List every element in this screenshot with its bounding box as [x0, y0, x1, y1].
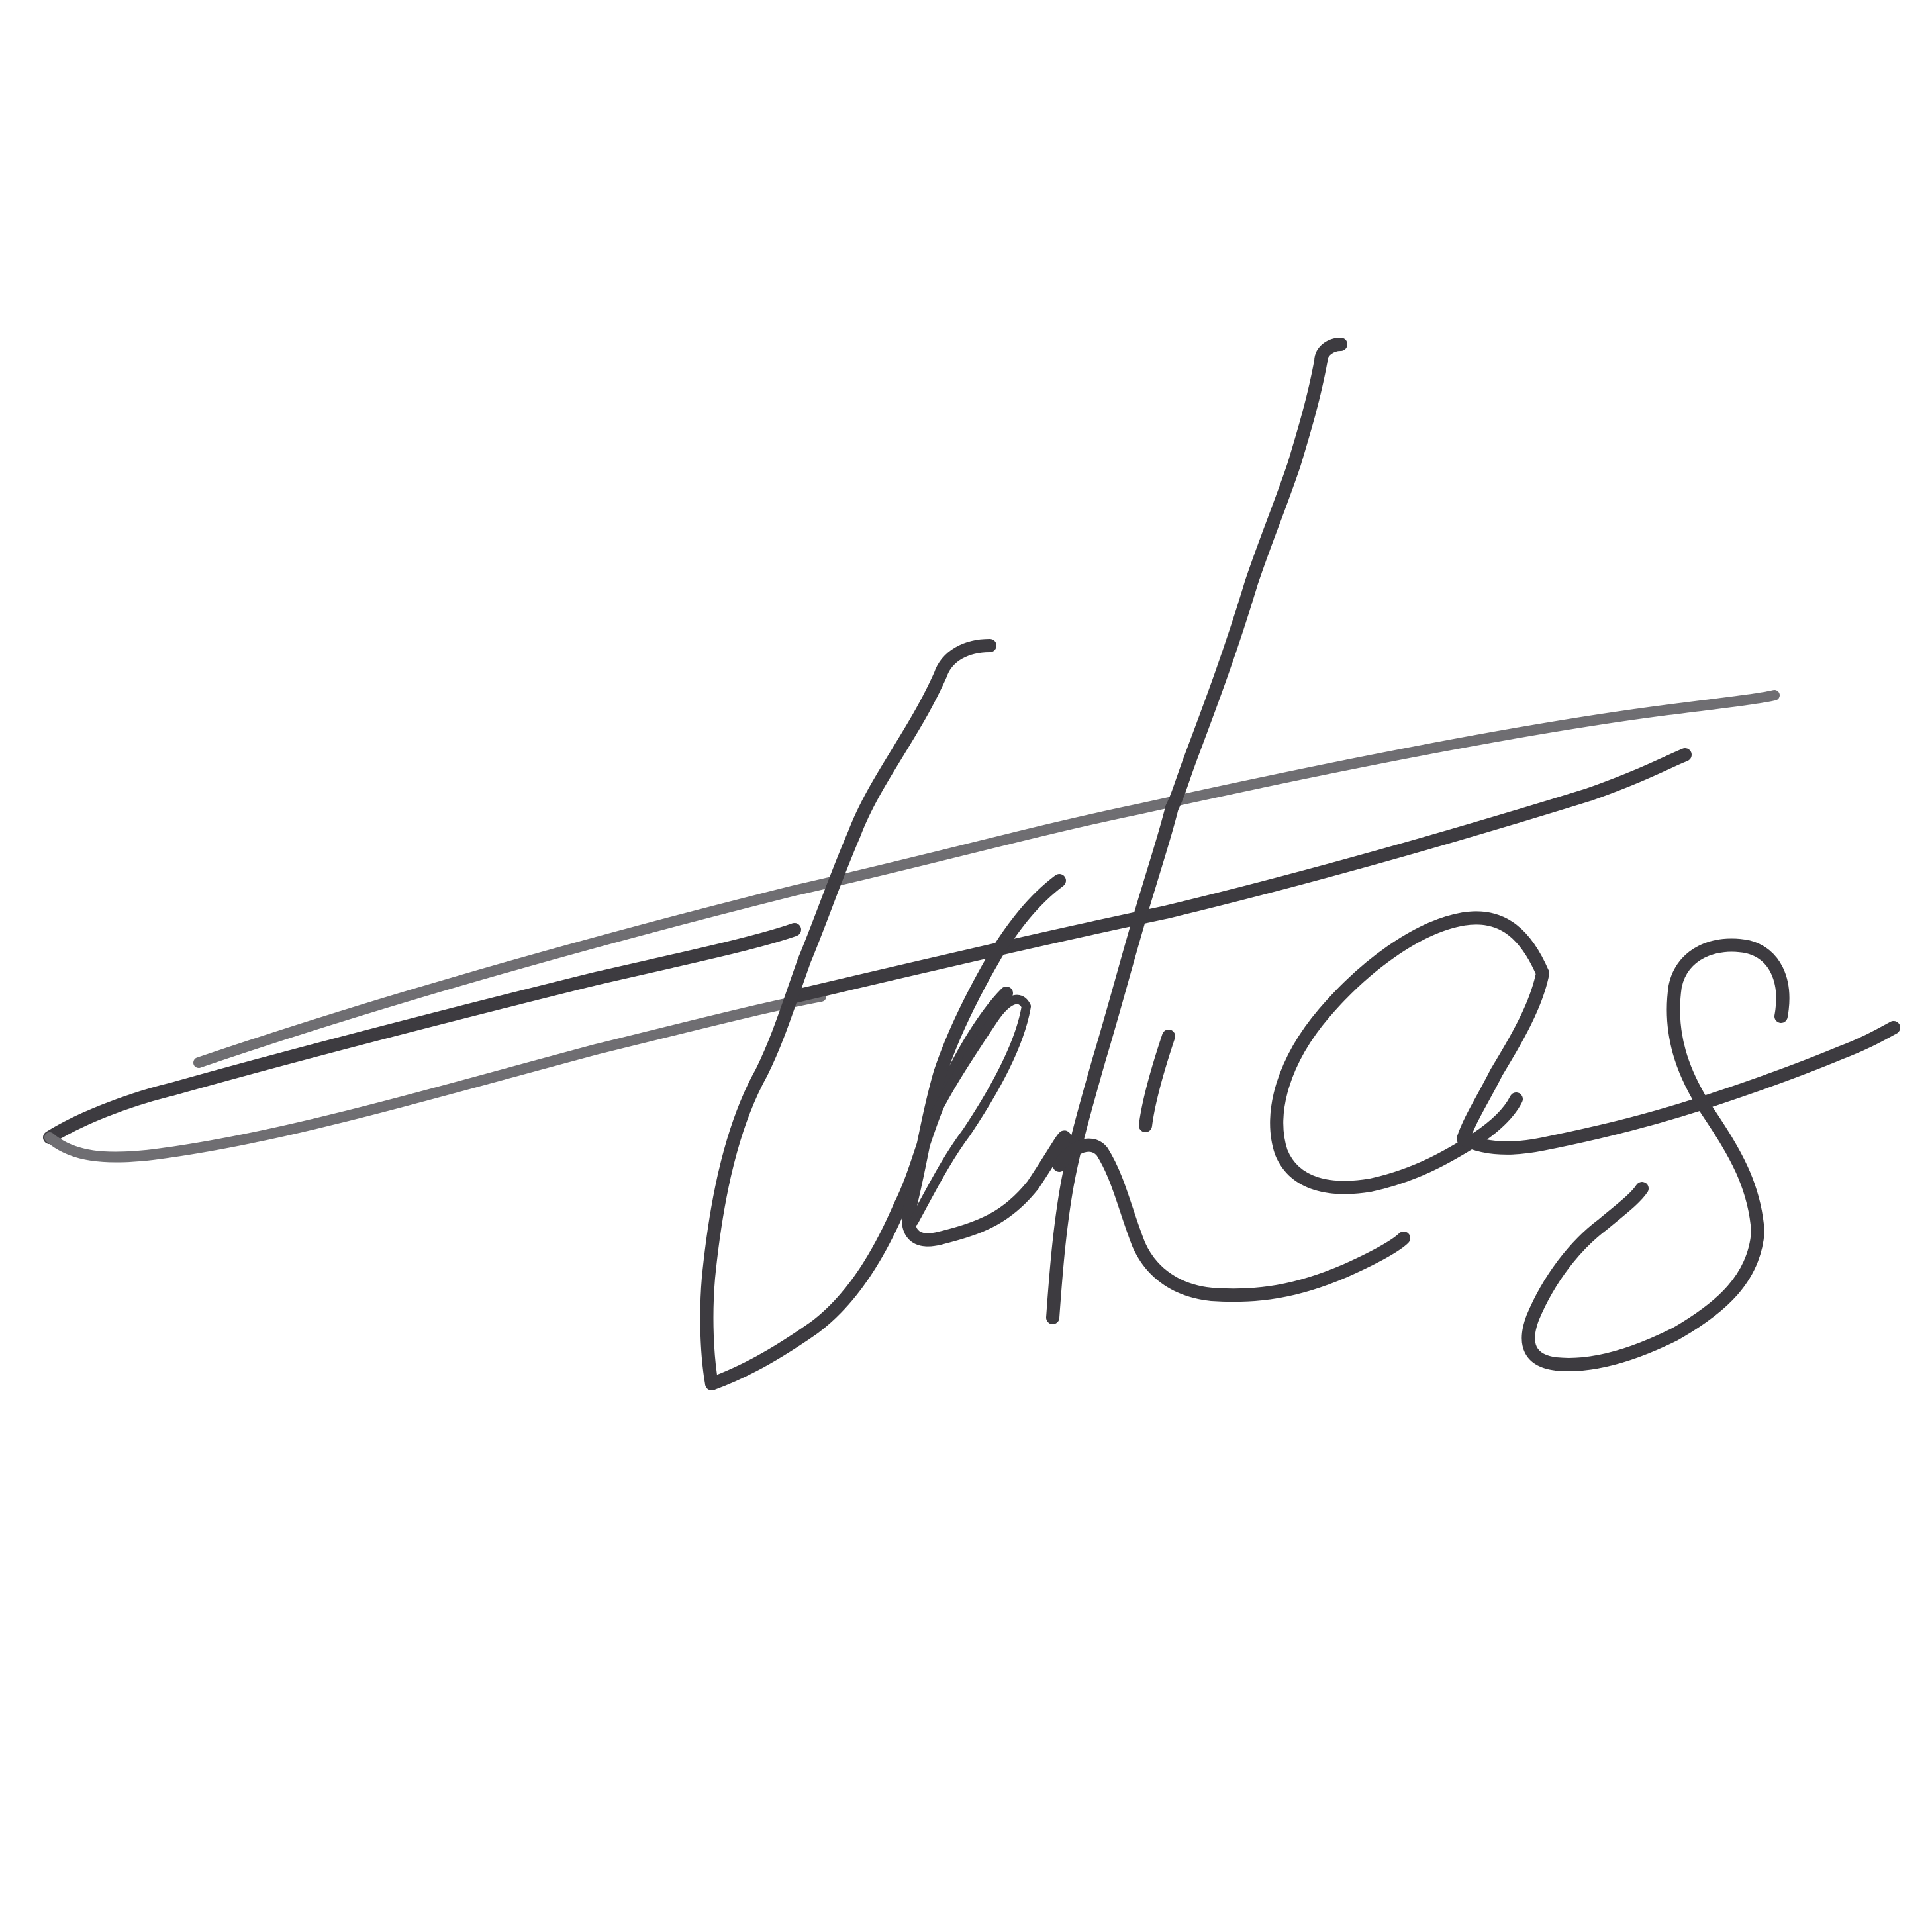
signature-letter-r-hump	[1059, 1145, 1404, 1296]
signature-letter-r-stem	[1145, 1036, 1169, 1126]
signature-letter-f-bottom-loop	[712, 993, 1006, 1384]
signature-lower-sweep-stroke	[50, 930, 795, 1137]
signature-letter-s-bottom	[1528, 1188, 1758, 1365]
signature-right-tail-stroke	[1715, 1028, 1894, 1099]
signature-letter-t-ascender	[1172, 344, 1341, 808]
